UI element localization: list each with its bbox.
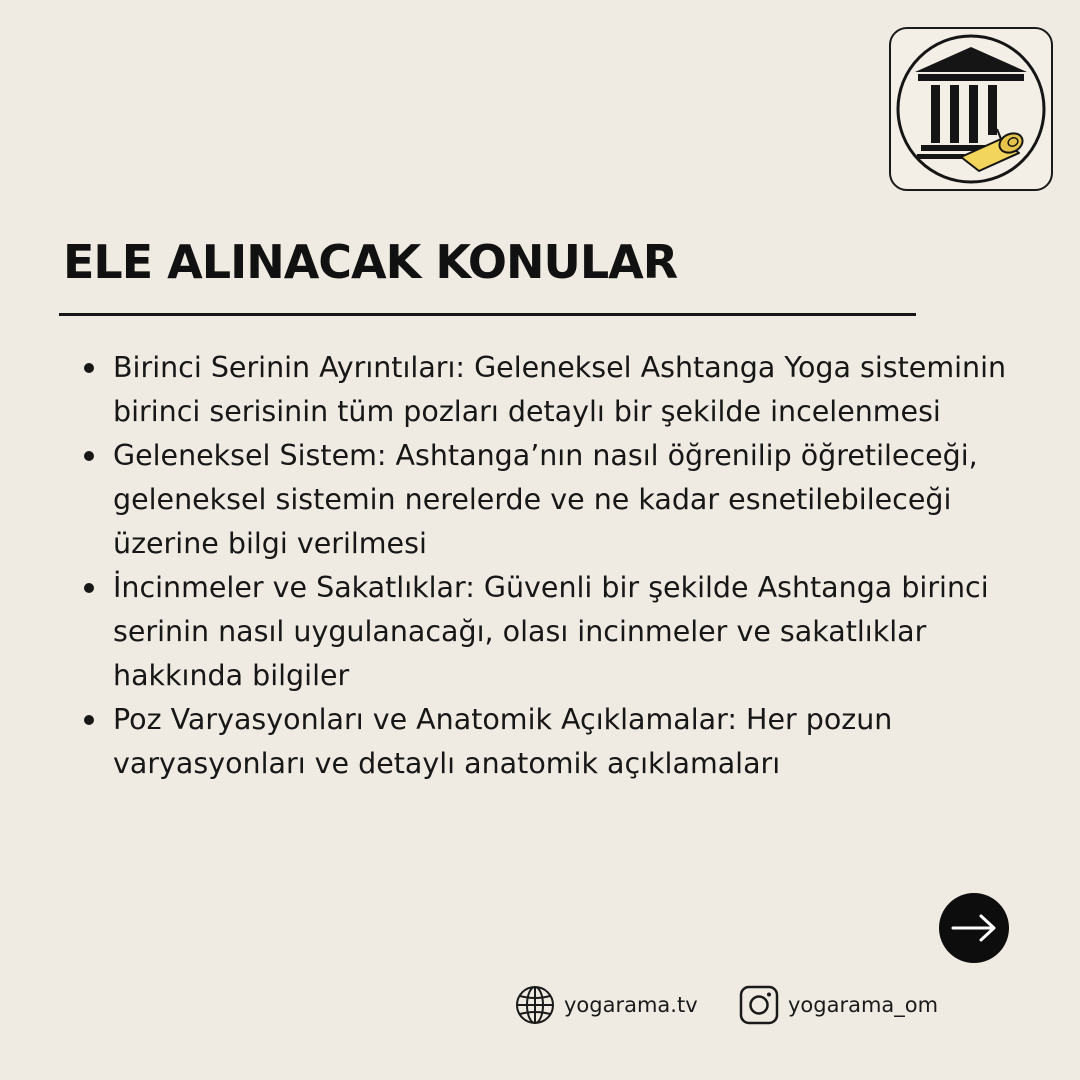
globe-icon (515, 985, 555, 1025)
topic-text: Birinci Serinin Ayrıntıları: Geleneksel Ashtanga Yoga sisteminin birinci serisinin tüm pozları detaylı bir şekilde incelenmesi (113, 351, 1007, 428)
bullet-icon (84, 363, 94, 373)
list-item (80, 434, 1020, 566)
bullet-icon (84, 583, 94, 593)
instagram-link[interactable] (739, 983, 938, 1027)
list-item (80, 698, 1020, 786)
bullet-icon (84, 715, 94, 725)
brand-logo (889, 27, 1053, 191)
yoga-temple-logo-icon (891, 29, 1051, 189)
next-button[interactable] (939, 893, 1009, 963)
instagram-icon (739, 985, 779, 1025)
list-item (80, 346, 1020, 434)
page-title: ELE ALINACAK KONULAR (63, 235, 678, 289)
topic-text: Geleneksel Sistem: Ashtanga’nın nasıl öğrenilip öğretileceği, geleneksel sistemin nerelerde ve ne kadar esnetilebileceği üzerine bilgi verilmesi (113, 439, 978, 560)
topic-list (80, 346, 1020, 786)
website-link[interactable] (515, 983, 698, 1027)
title-divider (59, 313, 916, 316)
list-item (80, 566, 1020, 698)
website-label: yogarama.tv (564, 993, 698, 1017)
topic-text: Poz Varyasyonları ve Anatomik Açıklamalar: Her pozun varyasyonları ve detaylı anatomik açıklamaları (113, 703, 893, 780)
arrow-right-icon (939, 893, 1009, 963)
instagram-label: yogarama_om (788, 993, 939, 1017)
bullet-icon (84, 451, 94, 461)
topic-text: İncinmeler ve Sakatlıklar: Güvenli bir şekilde Ashtanga birinci serinin nasıl uygulanacağı, olası incinmeler ve sakatlıklar hakkında bilgiler (113, 571, 989, 692)
